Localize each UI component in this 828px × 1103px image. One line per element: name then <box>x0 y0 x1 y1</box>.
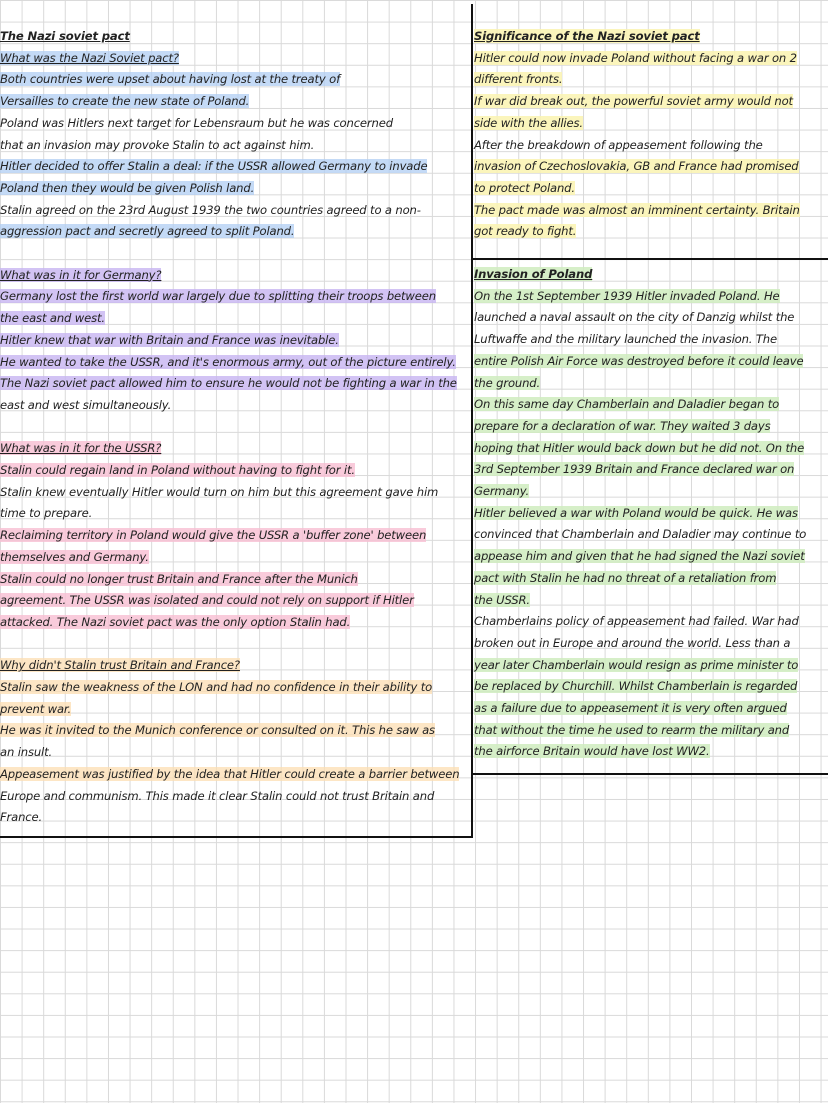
text-line: an insult. <box>0 745 53 760</box>
text-line: Europe and communism. This made it clear Stalin could not trust Britain and <box>0 788 435 803</box>
text-line: Stalin agreed on the 23rd August 1939 the two countries agreed to a non- <box>0 202 421 217</box>
text-line: east and west simultaneously. <box>0 397 172 412</box>
text-line: France. <box>0 810 43 825</box>
text-line: launched a naval assault on the city of Danzig whilst the <box>474 310 795 325</box>
section-heading: What was the Nazi Soviet pact? <box>0 50 179 65</box>
text-line: prepare for a declaration of war. They waited 3 days <box>474 418 771 433</box>
page-title: The Nazi soviet pact <box>0 29 130 43</box>
text-line: appease him and given that he had signed the Nazi soviet <box>474 549 805 564</box>
section-heading: Significance of the Nazi soviet pact <box>474 29 700 43</box>
text-line: prevent war. <box>0 701 72 716</box>
vertical-divider <box>471 4 473 838</box>
section-heading: Invasion of Poland <box>474 267 593 281</box>
text-line: convinced that Chamberlain and Daladier may continue to <box>474 527 807 542</box>
text-line: Hitler decided to offer Stalin a deal: if the USSR allowed Germany to invade <box>0 159 428 174</box>
text-line: Reclaiming territory in Poland would give the USSR a 'buffer zone' between <box>0 528 427 543</box>
text-line: He wanted to take the USSR, and it's enormous army, out of the picture entirely. <box>0 354 456 369</box>
text-line: Chamberlains policy of appeasement had failed. War had <box>474 614 799 629</box>
text-line: be replaced by Churchill. Whilst Chamberlain is regarded <box>474 679 798 694</box>
text-line: different fronts. <box>474 72 563 87</box>
horizontal-divider-left-bottom <box>0 836 473 838</box>
text-line: Stalin knew eventually Hitler would turn on him but this agreement gave him <box>0 484 439 499</box>
section-heading: What was in it for the USSR? <box>0 441 162 456</box>
text-line: invasion of Czechoslovakia, GB and France had promised <box>474 159 799 174</box>
text-line: Poland was Hitlers next target for Lebensraum but he was concerned <box>0 115 393 130</box>
text-line: Hitler could now invade Poland without facing a war on 2 <box>474 50 797 65</box>
text-line: The pact made was almost an imminent certainty. Britain <box>474 202 800 217</box>
text-line: Stalin could regain land in Poland without having to fight for it. <box>0 463 355 478</box>
text-line: the east and west. <box>0 311 105 326</box>
text-line: that an invasion may provoke Stalin to act against him. <box>0 137 315 152</box>
text-line: side with the allies. <box>474 115 583 130</box>
significance-section <box>474 26 826 243</box>
left-column <box>0 26 470 829</box>
text-line: attacked. The Nazi soviet pact was the only option Stalin had. <box>0 614 351 629</box>
text-line: agreement. The USSR was isolated and could not rely on support if Hitler <box>0 593 414 608</box>
text-line: Luftwaffe and the military launched the invasion. The <box>474 332 777 347</box>
text-line: 3rd September 1939 Britain and France declared war on <box>474 462 795 477</box>
text-line: On the 1st September 1939 Hitler invaded Poland. He <box>474 288 780 303</box>
text-line: the ground. <box>474 375 541 390</box>
text-line: time to prepare. <box>0 506 93 521</box>
text-line: Poland then they would be given Polish land. <box>0 180 255 195</box>
text-line: hoping that Hitler would back down but he did not. On the <box>474 440 805 455</box>
horizontal-divider-right-top <box>471 258 828 260</box>
text-line: Both countries were upset about having lost at the treaty of <box>0 72 341 87</box>
invasion-section <box>474 264 826 763</box>
text-line: Stalin saw the weakness of the LON and had no confidence in their ability to <box>0 680 433 695</box>
text-line: Hitler knew that war with Britain and France was inevitable. <box>0 332 339 347</box>
text-line: entire Polish Air Force was destroyed before it could leave <box>474 353 804 368</box>
section-heading: Why didn't Stalin trust Britain and France? <box>0 658 240 673</box>
text-line: that without the time he used to rearm the military and <box>474 722 790 737</box>
text-line: Germany. <box>474 484 530 499</box>
text-line: to protect Poland. <box>474 180 575 195</box>
section-heading: What was in it for Germany? <box>0 267 162 282</box>
text-line: themselves and Germany. <box>0 549 149 564</box>
text-line: pact with Stalin he had no threat of a retaliation from <box>474 570 777 585</box>
text-line: the USSR. <box>474 592 530 607</box>
text-line: got ready to fight. <box>474 224 577 239</box>
text-line: If war did break out, the powerful soviet army would not <box>474 94 793 109</box>
text-line: On this same day Chamberlain and Daladier began to <box>474 397 780 412</box>
text-line: After the breakdown of appeasement following the <box>474 137 763 152</box>
text-line: Stalin could no longer trust Britain and France after the Munich <box>0 571 358 586</box>
text-line: Appeasement was justified by the idea that Hitler could create a barrier between <box>0 766 460 781</box>
text-line: The Nazi soviet pact allowed him to ensure he would not be fighting a war in the <box>0 376 457 391</box>
text-line: aggression pact and secretly agreed to split Poland. <box>0 224 295 239</box>
text-line: He was it invited to the Munich conference or consulted on it. This he saw as <box>0 723 435 738</box>
text-line: Hitler believed a war with Poland would be quick. He was <box>474 505 798 520</box>
horizontal-divider-right-bottom <box>471 773 828 775</box>
text-line: as a failure due to appeasement it is very often argued <box>474 701 787 716</box>
text-line: year later Chamberlain would resign as prime minister to <box>474 657 799 672</box>
text-line: Versailles to create the new state of Poland. <box>0 94 250 109</box>
text-line: broken out in Europe and around the world. Less than a <box>474 635 791 650</box>
text-line: Germany lost the first world war largely due to splitting their troops between <box>0 289 436 304</box>
text-line: the airforce Britain would have lost WW2. <box>474 744 710 759</box>
